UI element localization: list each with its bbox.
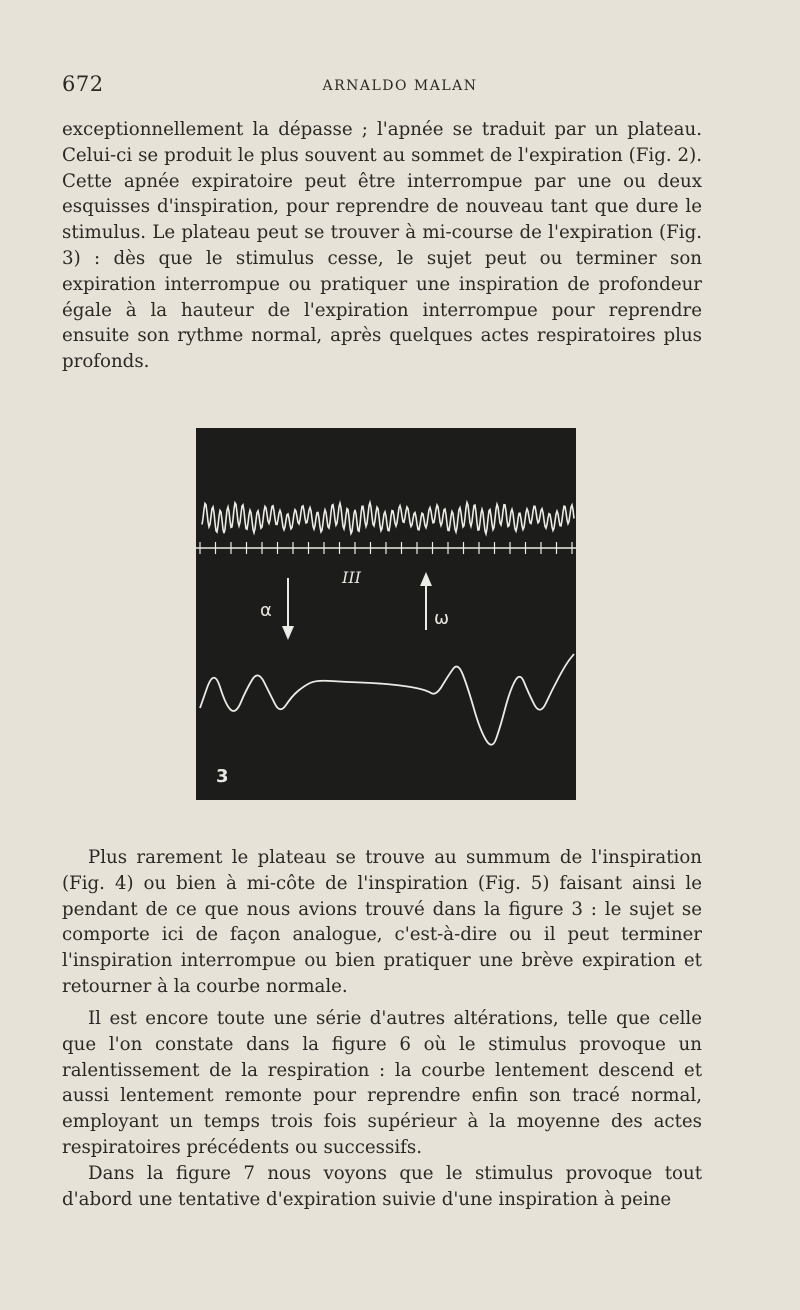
upper-respiration-trace (202, 503, 574, 534)
running-head: ARNALDO MALAN (322, 78, 478, 94)
alpha-label: α (260, 600, 272, 621)
figure-number: 3 (216, 766, 229, 787)
kymograph-traces (196, 428, 576, 800)
paragraph-1: exceptionnellement la dépasse ; l'apnée se traduit par un plateau. Celui-ci se produit le plus souvent au sommet de l'expiration (Fig. 2). Cette apnée expiratoire peut être interrompue par une ou deux esquisses d'inspiration, pour reprendre de nouveau tant que dure le stimulus. Le plateau peut se trouver à mi-course de l'expiration (Fig. 3) : dès que le stimulus cesse, le sujet peut ou terminer son expiration interrompue ou pratiquer une inspiration de profondeur égale à la hauteur de l'expiration interrompue pour reprendre ensuite son rythme normal, après quelques actes respiratoires plus profonds. (62, 119, 702, 373)
paragraph-2: Plus rarement le plateau se trouve au summum de l'inspiration (Fig. 4) ou bien à mi-côte de l'inspiration (Fig. 5) faisant ainsi le pendant de ce que nous avions trouvé dans la figure 3 : le sujet se comporte ici de façon analogue, c'est-à-dire ou il peut terminer l'inspiration interrompue ou bien pratiquer une brève expiration et retourner à la courbe normale. (62, 847, 702, 997)
figure-3-kymograph (196, 428, 576, 800)
omega-arrow-head (420, 572, 432, 586)
paragraph-3: Il est encore toute une série d'autres altérations, telle que celle que l'on constate dans la figure 6 où le stimulus provoque un ralentissement de la respiration : la courbe lentement descend et aussi lentement remonte pour reprendre enfin son tracé normal, employant un temps trois fois supérieur à la moyenne des actes respiratoires précédents ou successifs. (62, 1008, 702, 1158)
page-number: 672 (62, 72, 104, 96)
lower-respiration-trace (200, 654, 574, 745)
paragraph-4: Dans la figure 7 nous voyons que le stimulus provoque tout d'abord une tentative d'expiration suivie d'une inspiration à peine (62, 1163, 702, 1210)
figure-roman-label: III (342, 568, 361, 587)
alpha-arrow-head (282, 626, 294, 640)
omega-label: ω (434, 608, 450, 629)
